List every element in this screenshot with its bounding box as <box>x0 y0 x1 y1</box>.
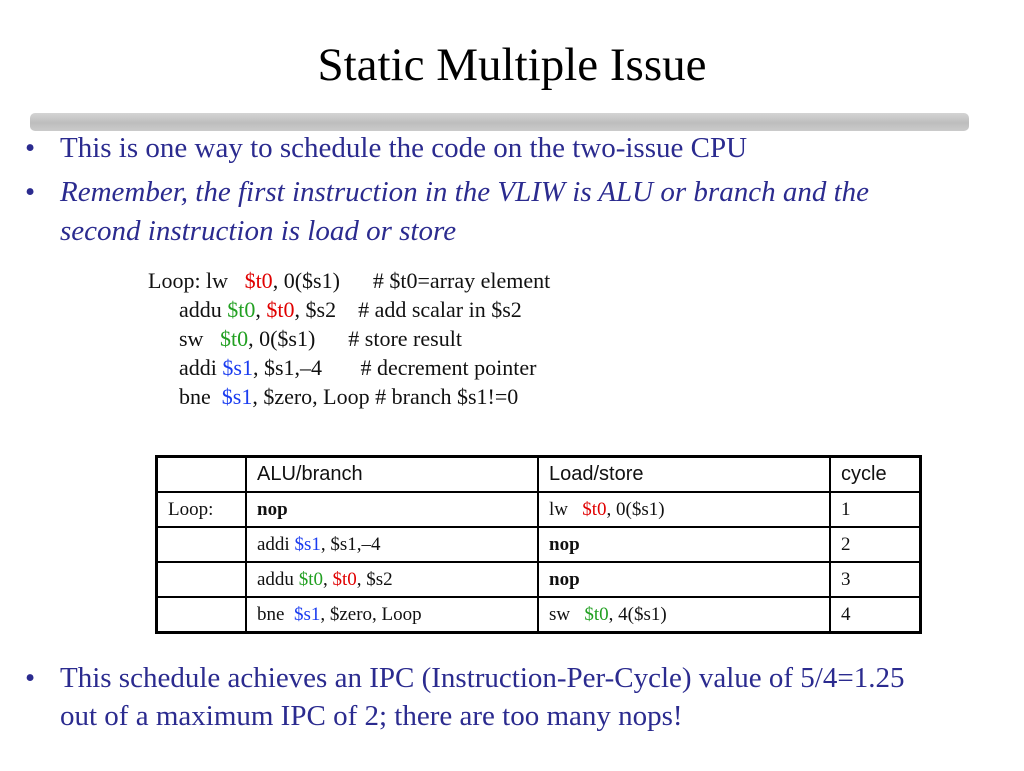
cycle-cell: 1 <box>830 492 921 527</box>
loadstore-cell: nop <box>538 562 830 597</box>
register-t0: $t0 <box>227 297 256 322</box>
alu-cell: addi $s1, $s1,–4 <box>246 527 538 562</box>
register-t0: $t0 <box>582 498 607 520</box>
alu-cell: bne $s1, $zero, Loop <box>246 597 538 633</box>
cycle-cell: 3 <box>830 562 921 597</box>
alu-cell: nop <box>246 492 538 527</box>
title-divider <box>30 113 969 131</box>
schedule-table <box>155 455 922 634</box>
cycle-cell: 4 <box>830 597 921 633</box>
table-row <box>157 527 921 562</box>
row-label <box>157 597 247 633</box>
table-row <box>157 562 921 597</box>
register-t0: $t0 <box>244 268 273 293</box>
bullet-3-line-2: out of a maximum IPC of 2; there are too many nops! <box>60 700 683 732</box>
register-t0: $t0 <box>584 603 609 625</box>
register-t0: $t0 <box>219 326 249 351</box>
code-line-1: Loop: lw $t0, 0($s1) # $t0=array element <box>148 268 551 293</box>
code-line-4: addi $s1, $s1,–4 # decrement pointer <box>179 355 537 380</box>
bullet-2-line-2: second instruction is load or store <box>60 215 457 247</box>
bullet-dot: • <box>25 662 36 694</box>
loadstore-cell: nop <box>538 527 830 562</box>
cycle-cell: 2 <box>830 527 921 562</box>
bullet-dot: • <box>25 132 36 164</box>
header-cell-loadstore: Load/store <box>538 457 830 493</box>
register-t0: $t0 <box>266 297 295 322</box>
bullet-1-text: This is one way to schedule the code on the two-issue CPU <box>60 132 748 164</box>
register-s1: $s1 <box>222 355 253 380</box>
slide-title: Static Multiple Issue <box>317 39 707 91</box>
header-cell-alu: ALU/branch <box>246 457 538 493</box>
header-cell-cycle: cycle <box>830 457 921 493</box>
register-s1: $s1 <box>221 384 253 409</box>
header-cell-label <box>157 457 247 493</box>
bullet-3-line-1: This schedule achieves an IPC (Instruction-Per-Cycle) value of 5/4=1.25 <box>60 662 905 694</box>
register-s1: $s1 <box>293 603 321 625</box>
row-label <box>157 527 247 562</box>
loadstore-cell: sw $t0, 4($s1) <box>538 597 830 633</box>
register-t0: $t0 <box>332 568 357 590</box>
row-label <box>157 562 247 597</box>
table-row <box>157 492 921 527</box>
register-s1: $s1 <box>294 533 321 555</box>
register-t0: $t0 <box>298 568 323 590</box>
code-line-2: addu $t0, $t0, $s2 # add scalar in $s2 <box>179 297 522 322</box>
alu-cell: addu $t0, $t0, $s2 <box>246 562 538 597</box>
loadstore-cell: lw $t0, 0($s1) <box>538 492 830 527</box>
code-line-5: bne $s1, $zero, Loop # branch $s1!=0 <box>179 384 519 409</box>
bullet-dot: • <box>25 176 36 208</box>
code-line-3: sw $t0, 0($s1) # store result <box>179 326 462 351</box>
row-label: Loop: <box>157 492 247 527</box>
table-header-row <box>157 457 921 493</box>
table-row <box>157 597 921 633</box>
bullet-2-line-1: Remember, the first instruction in the VLIW is ALU or branch and the <box>60 176 869 208</box>
